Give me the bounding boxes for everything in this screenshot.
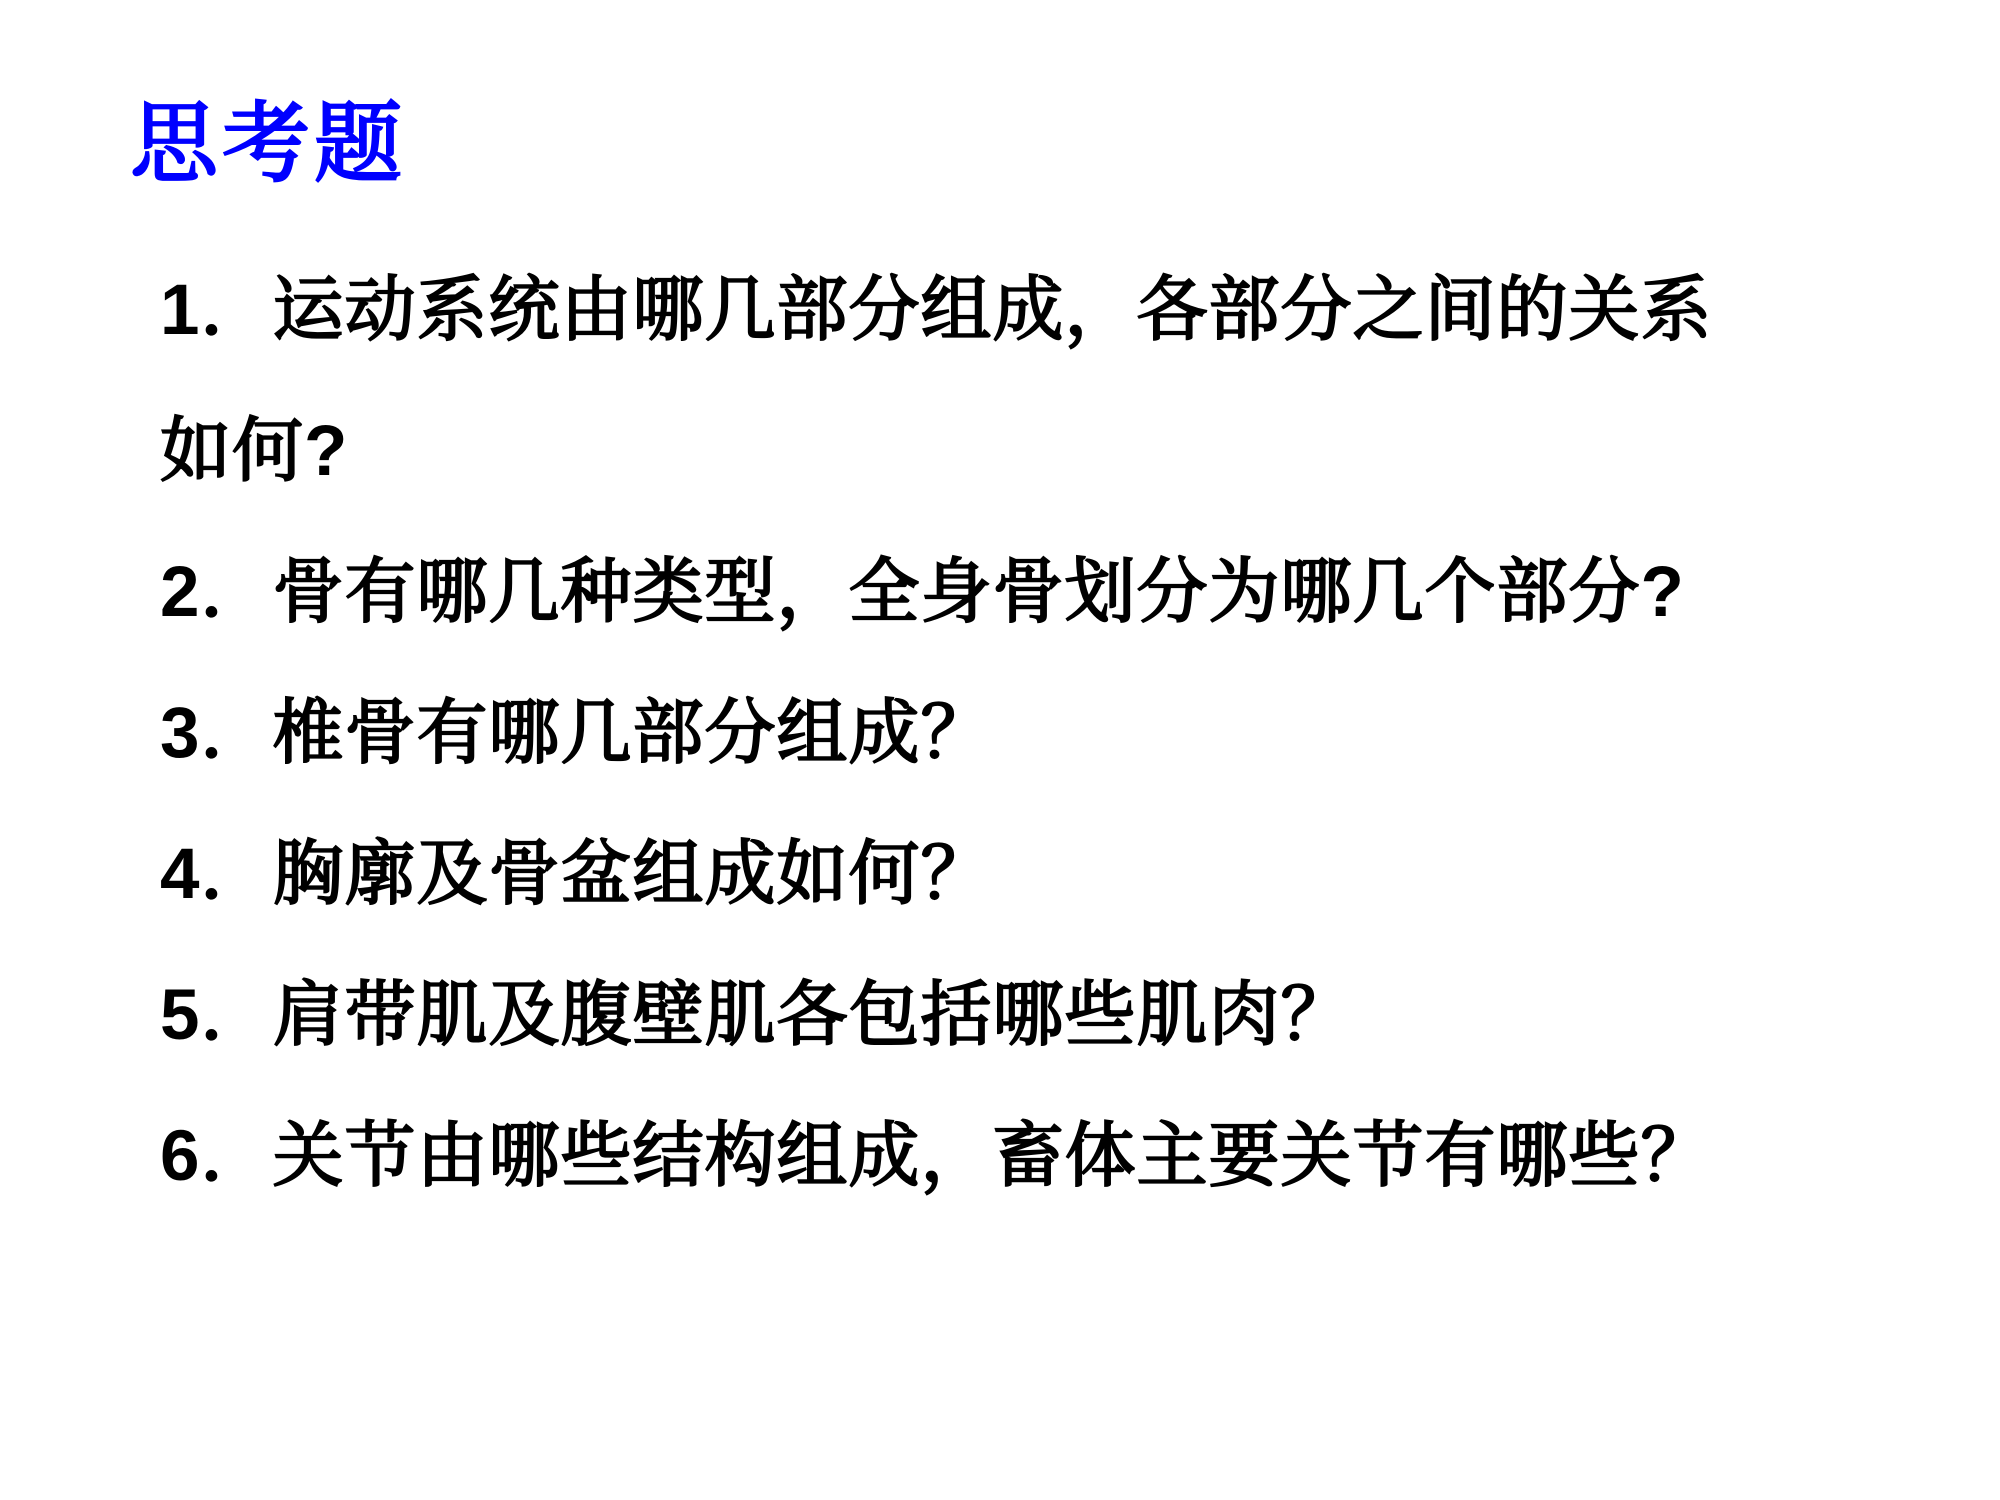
question-1-line-2: 如何? <box>160 412 349 491</box>
page-title: 思考题 <box>130 94 407 193</box>
question-1-line-1: 1．运动系统由哪几部分组成，各部分之间的关系 <box>160 271 1713 350</box>
question-3-line-1: 3．椎骨有哪几部分组成？ <box>160 694 993 773</box>
question-6-line-1: 6．关节由哪些结构组成，畜体主要关节有哪些？ <box>160 1117 1713 1196</box>
question-4-line-1: 4．胸廓及骨盆组成如何？ <box>160 835 993 914</box>
question-5-line-1: 5．肩带肌及腹壁肌各包括哪些肌肉？ <box>160 976 1353 1055</box>
question-list <box>160 240 1960 1227</box>
question-2-line-1: 2．骨有哪几种类型，全身骨划分为哪几个部分? <box>160 553 1685 632</box>
